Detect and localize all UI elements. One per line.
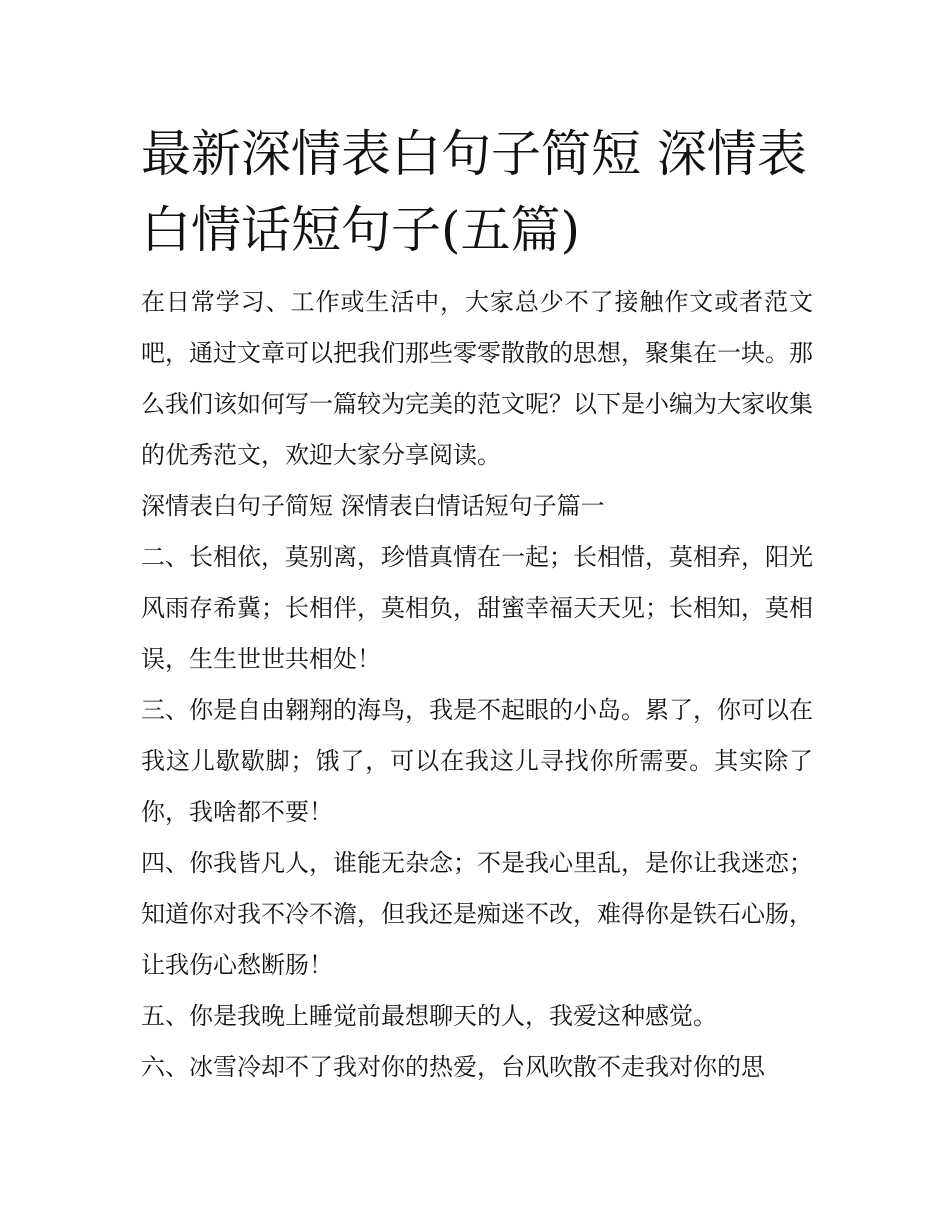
section-heading: 深情表白句子简短 深情表白情话短句子篇一 bbox=[141, 492, 605, 520]
quote-paragraph-5: 五、你是我晚上睡觉前最想聊天的人，我爱这种感觉。 bbox=[141, 1002, 717, 1030]
quote-paragraph-3: 三、你是自由翱翔的海鸟，我是不起眼的小岛。累了，你可以在我这儿歇歇脚；饿了，可以在我这儿寻找你所需要。其实除了你，我啥都不要！ bbox=[141, 696, 813, 826]
intro-paragraph: 在日常学习、工作或生活中，大家总少不了接触作文或者范文吧，通过文章可以把我们那些零零散散的思想，聚集在一块。那么我们该如何写一篇较为完美的范文呢？以下是小编为大家收集的优秀范文，欢迎大家分享阅读。 bbox=[141, 288, 813, 469]
quote-paragraph-6: 六、冰雪冷却不了我对你的热爱，台风吹散不走我对你的思 bbox=[141, 1053, 765, 1081]
quote-paragraph-2: 二、长相依，莫别离，珍惜真情在一起；长相惜，莫相弃，阳光风雨存希冀；长相伴，莫相负，甜蜜幸福天天见；长相知，莫相误，生生世世共相处！ bbox=[141, 543, 813, 673]
document-content bbox=[141, 116, 813, 1093]
document-body bbox=[141, 277, 813, 1093]
document-title: 最新深情表白句子简短 深情表白情话短句子(五篇) bbox=[141, 125, 807, 259]
quote-paragraph-4: 四、你我皆凡人，谁能无杂念；不是我心里乱，是你让我迷恋；知道你对我不冷不澹，但我还是痴迷不改，难得你是铁石心肠，让我伤心愁断肠！ bbox=[141, 849, 813, 979]
